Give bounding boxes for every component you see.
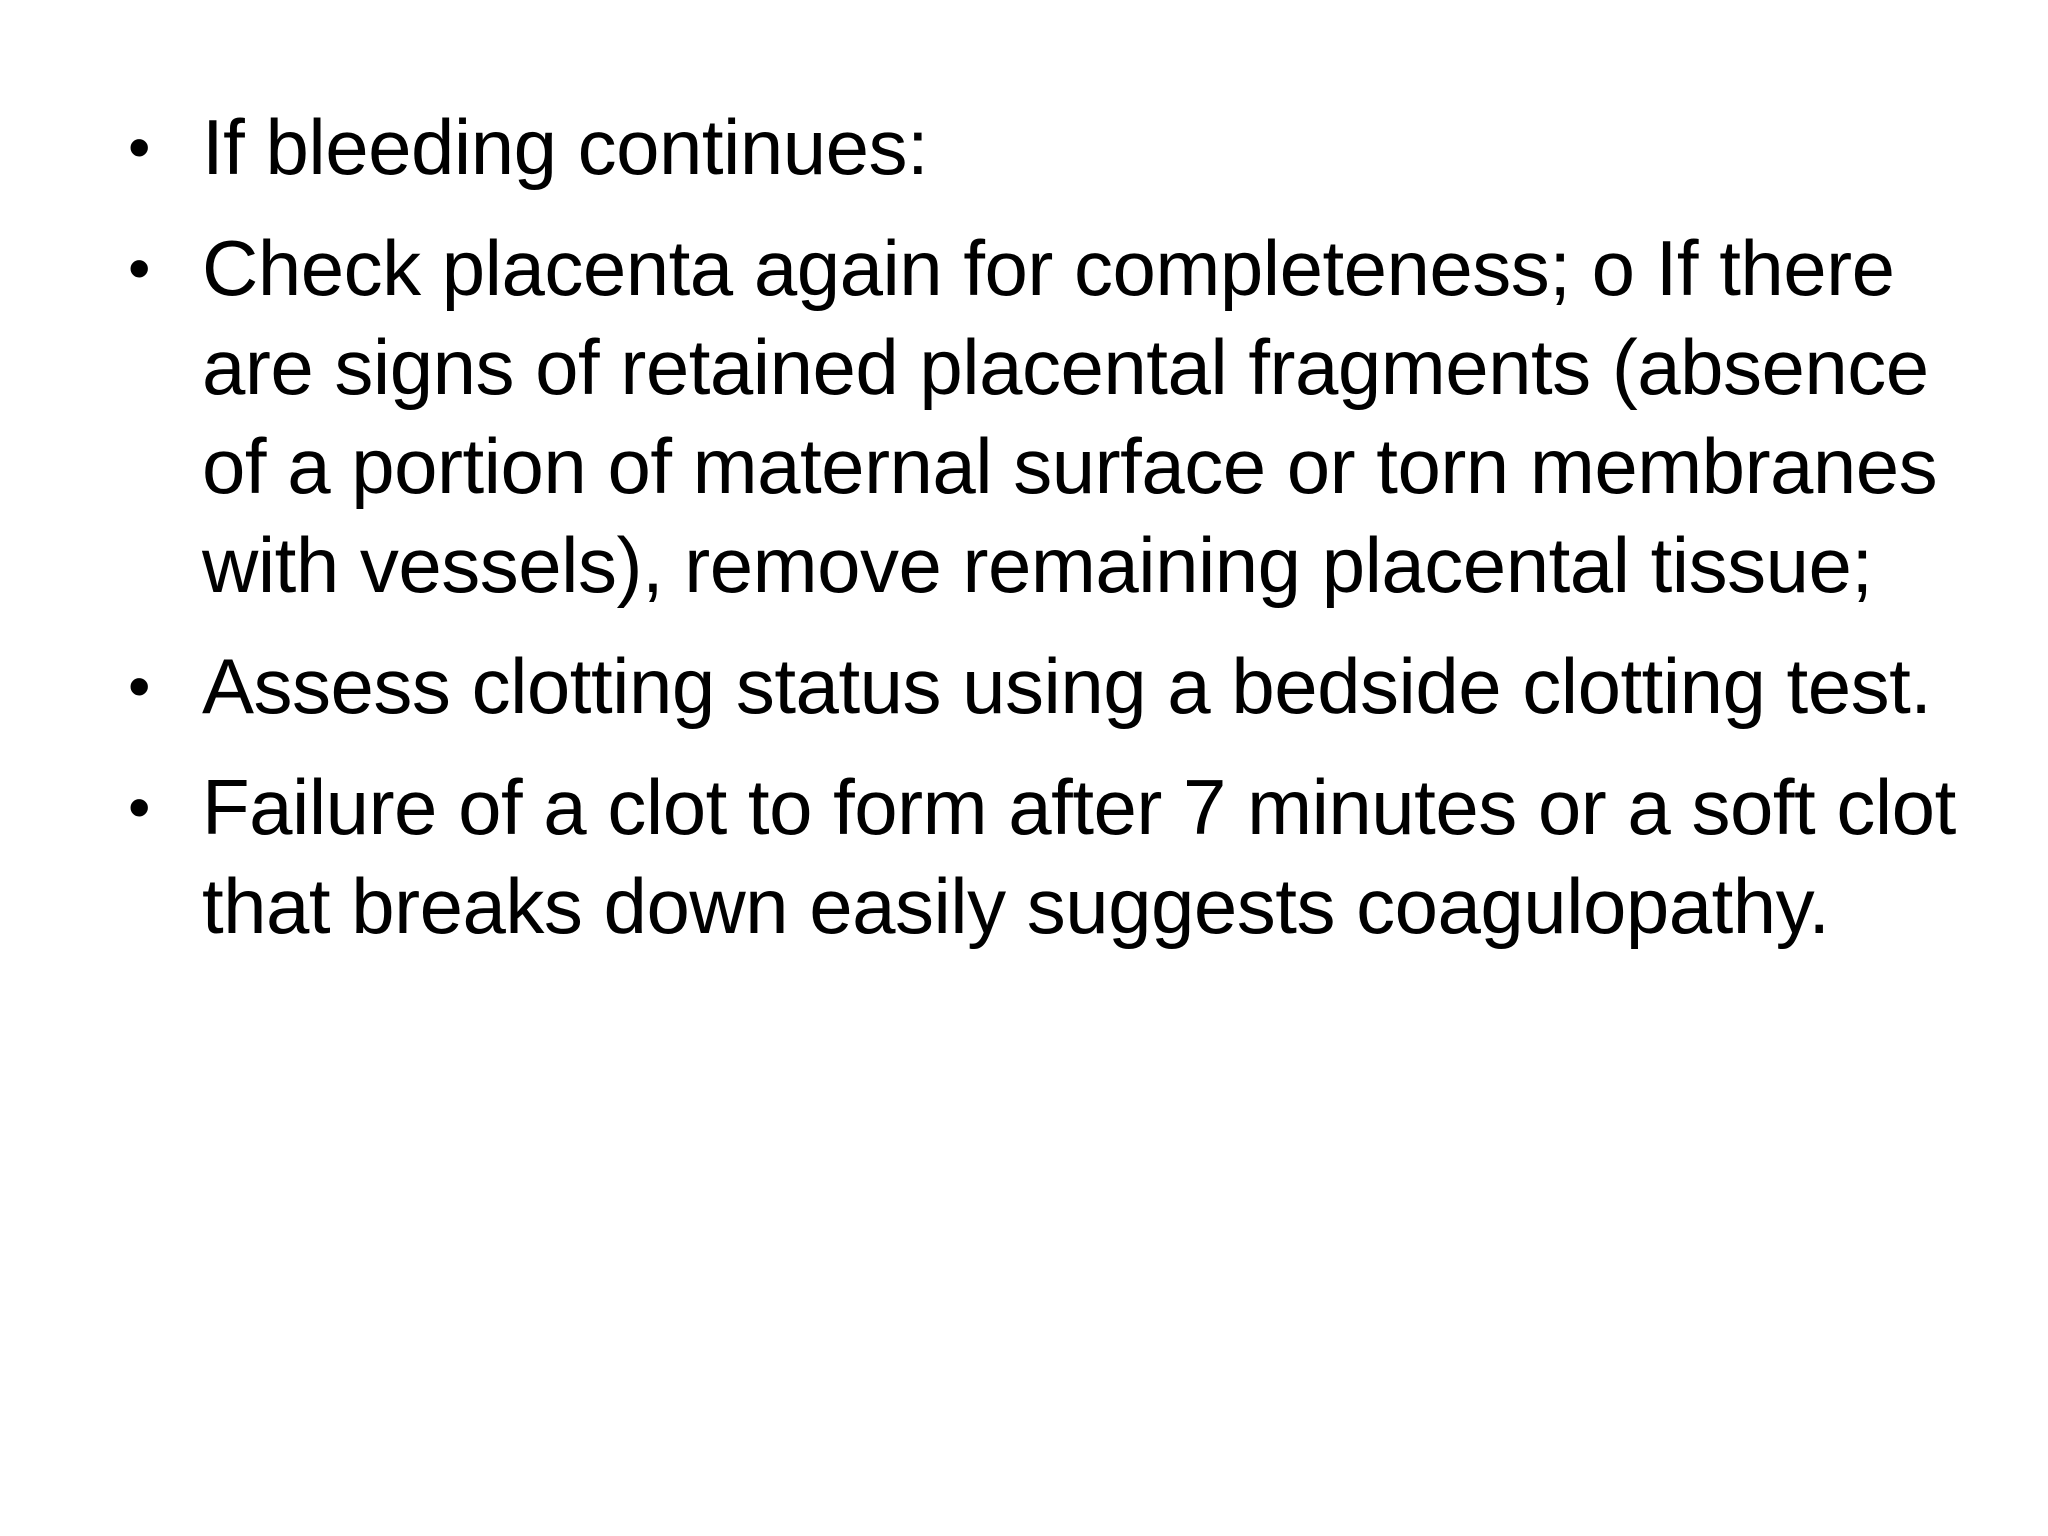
bullet-item-bleeding-continues (120, 98, 1990, 197)
bullet-item-check-placenta (120, 219, 1990, 615)
bullet-text: Check placenta again for completeness; o If there are signs of retained placental fragments (absence of a portion of maternal surface or torn membranes with vessels), remove remaining placental tissue; (202, 224, 1938, 609)
bullet-list (120, 98, 1990, 978)
bullet-dot-icon: • (128, 232, 150, 304)
bullet-item-clot-failure (120, 758, 1990, 956)
bullet-text: If bleeding continues: (202, 103, 929, 191)
bullet-dot-icon: • (128, 111, 150, 183)
bullet-dot-icon: • (128, 771, 150, 843)
bullet-text: Assess clotting status using a bedside clotting test. (202, 642, 1932, 730)
bullet-item-assess-clotting (120, 637, 1990, 736)
bullet-text: Failure of a clot to form after 7 minutes or a soft clot that breaks down easily suggests coagulopathy. (202, 763, 1956, 950)
bullet-dot-icon: • (128, 650, 150, 722)
